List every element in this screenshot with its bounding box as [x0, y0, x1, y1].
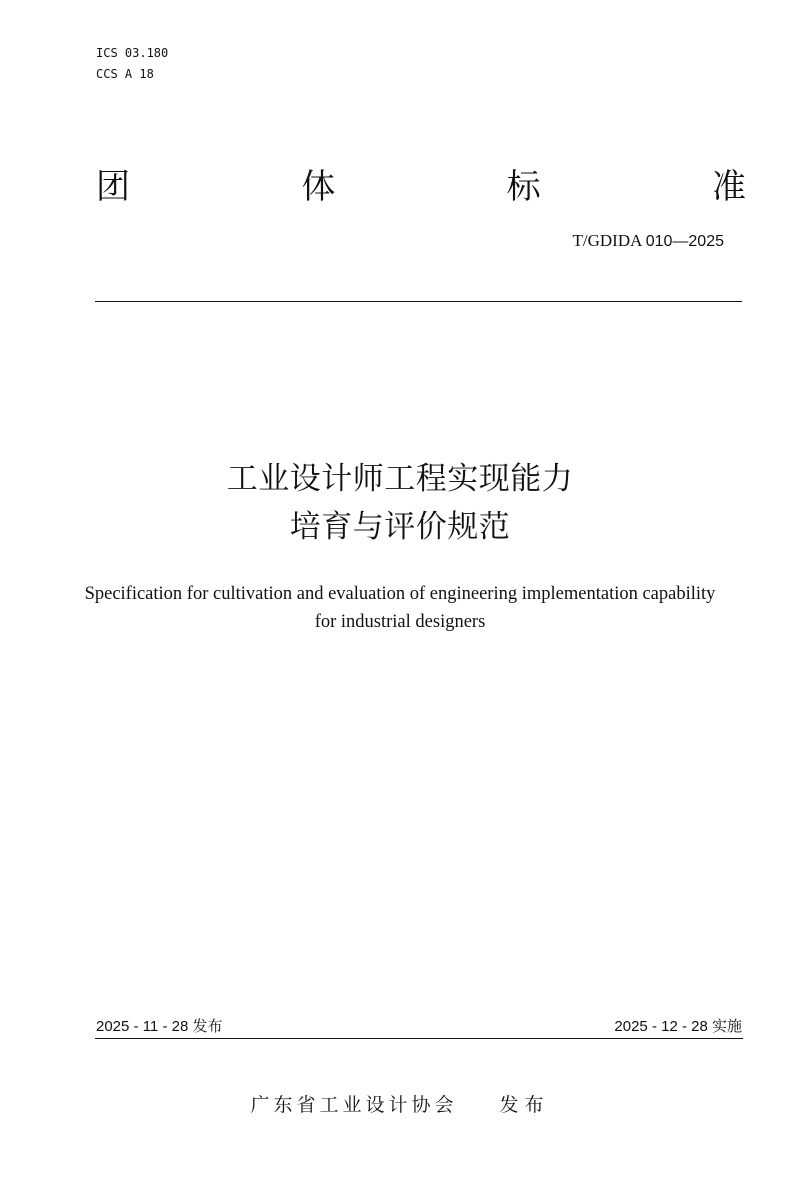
top-divider — [95, 301, 742, 302]
doc-type-char: 团 — [96, 167, 130, 207]
standard-number — [573, 229, 725, 254]
standard-prefix: T/GDIDA — [572, 231, 642, 250]
doc-type-char: 标 — [506, 167, 541, 207]
doc-type-char: 准 — [711, 167, 746, 207]
publisher-name: 广东省工业设计协会 — [250, 1094, 458, 1116]
issue-date — [96, 1014, 222, 1039]
standard-code: 010—2025 — [645, 233, 724, 250]
implementation-date-value: 2025 - 12 - 28 — [614, 1018, 708, 1035]
doc-type-char: 体 — [301, 167, 336, 207]
document-type-heading — [96, 165, 746, 209]
classification-codes — [96, 43, 168, 85]
implementation-date — [614, 1014, 742, 1039]
implementation-date-label: 实施 — [711, 1017, 742, 1035]
english-title-line-1: Specification for cultivation and evaluation of engineering implementation capability — [84, 584, 716, 604]
publisher-action: 发布 — [499, 1094, 550, 1116]
english-title-line-2: for industrial designers — [314, 612, 486, 632]
issue-date-label: 发布 — [192, 1017, 223, 1035]
english-title — [0, 580, 800, 636]
chinese-title-line-1: 工业设计师工程实现能力 — [226, 461, 574, 497]
bottom-divider — [95, 1038, 743, 1039]
chinese-title-line-2: 培育与评价规范 — [289, 509, 511, 545]
chinese-title — [0, 455, 800, 551]
publisher-line — [0, 1090, 800, 1120]
ics-code: ICS 03.180 — [96, 46, 169, 60]
ccs-code: CCS A 18 — [96, 67, 154, 81]
issue-date-value: 2025 - 11 - 28 — [96, 1018, 189, 1035]
